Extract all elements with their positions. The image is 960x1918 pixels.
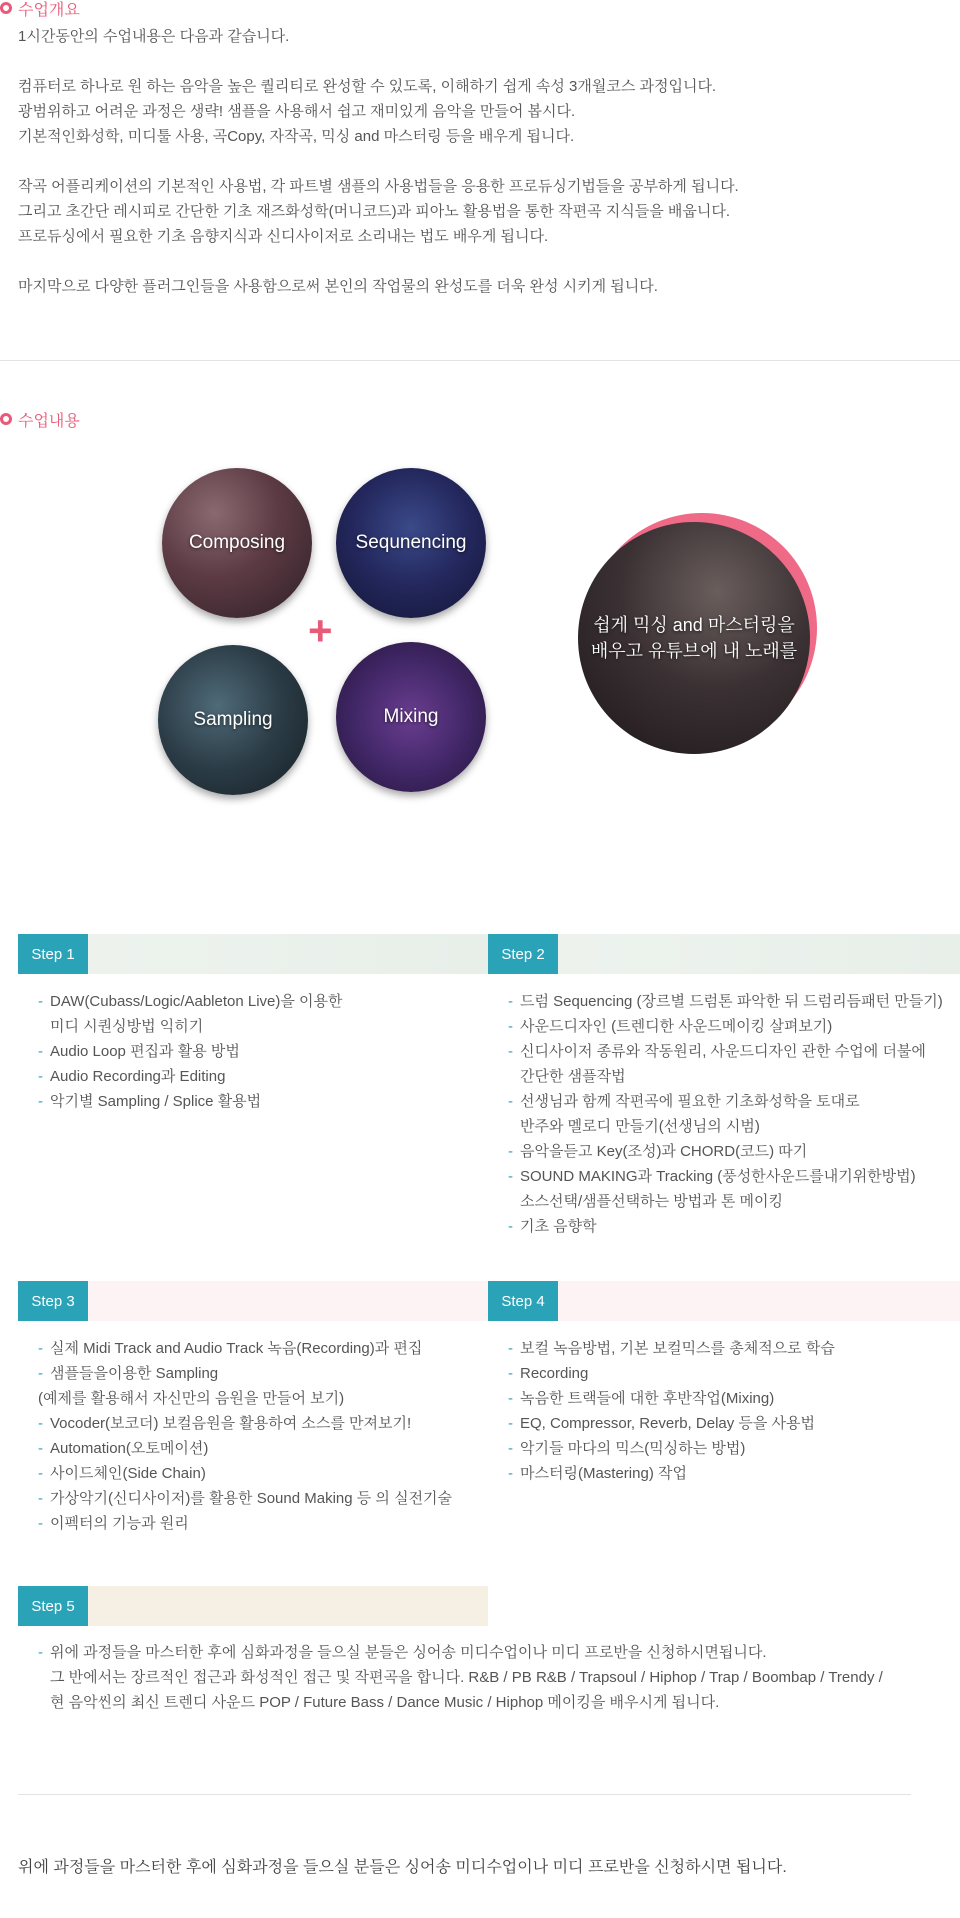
step2-list [508,989,960,1239]
step2-header [488,934,960,974]
list-item: - DAW(Cubass/Logic/Aableton Live)을 이용한 미디 시퀀싱방법 익히기 [38,993,343,1035]
sampling-circle [158,645,308,795]
list-item: - 기초 음향학 [508,1218,597,1235]
ring-bullet-icon [0,2,12,14]
overview-line: 컴퓨터로 하나로 원 하는 음악을 높은 퀄리티로 완성할 수 있도록, 이해하기 쉽게 속성 3개월코스 과정입니다. [18,78,717,95]
overview-line: 광범위하고 어려운 과정은 생략! 샘플을 사용해서 쉽고 재미있게 음악을 만들어 봅시다. [18,103,576,120]
plus-icon: + [308,607,333,654]
list-item: - 사운드디자인 (트렌디한 사운드메이킹 살펴보기) [508,1018,833,1035]
list-item: - 신디사이저 종류와 작동원리, 사운드디자인 관한 수업에 더불에 간단한 샘플작법 [508,1043,926,1085]
list-item: - 가상악기(신디사이저)를 활용한 Sound Making 등 의 실전기술 [38,1490,453,1507]
overview-line [18,49,918,74]
list-item: - Audio Loop 편집과 활용 방법 [38,1043,240,1060]
list-item: - Recording [508,1365,589,1382]
overview-line [18,149,918,174]
step4-header [488,1281,960,1321]
overview-title: 수업개요 [18,1,80,19]
overview-section-title [0,0,80,18]
list-item: - 보컬 녹음방법, 기본 보컬믹스를 총체적으로 학습 [508,1340,835,1357]
list-item: - 악기들 마다의 믹스(믹싱하는 방법) [508,1440,746,1457]
list-item: - 위에 과정들을 마스터한 후에 심화과정을 들으실 분들은 싱어송 미디수업이나 미디 프로반을 신청하시면됩니다. 그 반에서는 장르적인 접근과 화성적인 접근 및 작편곡을 합니다. R&B / PB R&B / Trapsoul / Hiphop / Trap / Boombap / Trendy / 현 음악씬의 최신 트렌디 사운드 POP / Future Bass / Dance Music / Hiphop 메이킹을 배우시게 됩니다. [38,1644,883,1711]
sequencing-circle [336,468,486,618]
overview-line: 1시간동안의 수업내용은 다음과 같습니다. [18,28,290,45]
step5-header [18,1586,488,1626]
step3-header [18,1281,488,1321]
content-section-title [0,409,80,429]
section-divider [0,360,960,361]
step2-tag: Step 2 [488,934,558,974]
sequencing-label: Sequnencing [355,532,467,553]
sampling-label: Sampling [193,709,273,730]
list-item: - 샘플들을이용한 Sampling (예제를 활용해서 자신만의 음원을 만들어 보기) [38,1365,345,1407]
step5-tag: Step 5 [18,1586,88,1626]
list-item: - 음악을듣고 Key(조성)과 CHORD(코드) 따기 [508,1143,808,1160]
big-circle-line: 배우고 유튜브에 내 노래를 [590,641,798,661]
overview-line: 작곡 어플리케이션의 기본적인 사용법, 각 파트별 샘플의 사용법들을 응용한 프로듀싱기법들을 공부하게 됩니다. [18,178,739,195]
overview-line: 마지막으로 다양한 플러그인들을 사용함으로써 본인의 작업물의 완성도를 더욱 완성 시키게 됩니다. [18,278,658,295]
overview-line: 기본적인화성학, 미디툴 사용, 곡Copy, 자작곡, 믹싱 and 마스터링 등을 배우게 됩니다. [18,128,575,145]
list-item: - 사이드체인(Side Chain) [38,1465,206,1482]
list-item: - 드럼 Sequencing (장르별 드럼톤 파악한 뒤 드럼리듬패턴 만들기) [508,993,943,1010]
list-item: - 이펙터의 기능과 원리 [38,1515,189,1532]
content-title: 수업내용 [18,412,80,430]
big-circle-text [591,612,797,664]
list-item: - 악기별 Sampling / Splice 활용법 [38,1093,262,1110]
step1-header [18,934,488,974]
step4-list [508,1336,960,1486]
list-item: - Automation(오토메이션) [38,1440,209,1457]
mixing-mastering-circle [578,522,810,754]
ring-bullet-icon [0,413,12,425]
overview-text [18,24,918,299]
step1-list [38,989,478,1114]
composing-label: Composing [188,532,286,553]
list-item: - Audio Recording과 Editing [38,1068,226,1085]
list-item: - 실제 Midi Track and Audio Track 녹음(Recording)과 편집 [38,1340,423,1357]
list-item: - SOUND MAKING과 Tracking (풍성한사운드를내기위한방법) 소스선택/샘플선택하는 방법과 톤 메이킹 [508,1168,916,1210]
big-circle-line: 쉽게 믹싱 and 마스터링을 [593,615,795,635]
overview-line [18,249,918,274]
overview-line: 프로듀싱에서 필요한 기초 음향지식과 신디사이저로 소리내는 법도 배우게 됩니다. [18,228,549,245]
list-item: - Vocoder(보코더) 보컬음원을 활용하여 소스를 만져보기! [38,1415,412,1432]
footer-divider [18,1794,911,1795]
step1-tag: Step 1 [18,934,88,974]
list-item: - 선생님과 함께 작편곡에 필요한 기초화성학을 토대로 반주와 멜로디 만들기(선생님의 시범) [508,1093,860,1135]
list-item: - 녹음한 트랙들에 대한 후반작업(Mixing) [508,1390,775,1407]
mixing-label: Mixing [383,706,439,727]
footer-note: 위에 과정들을 마스터한 후에 심화과정을 들으실 분들은 싱어송 미디수업이나 미디 프로반을 신청하시면 됩니다. [18,1859,787,1876]
step5-list [38,1640,938,1715]
mixing-circle [336,642,486,792]
step3-tag: Step 3 [18,1281,88,1321]
list-item: - 마스터링(Mastering) 작업 [508,1465,687,1482]
step3-list [38,1336,478,1536]
overview-line: 그리고 초간단 레시피로 간단한 기초 재즈화성학(머니코드)과 피아노 활용법을 통한 작편곡 지식들을 배웁니다. [18,203,731,220]
step4-tag: Step 4 [488,1281,558,1321]
list-item: - EQ, Compressor, Reverb, Delay 등을 사용법 [508,1415,816,1432]
composing-circle [162,468,312,618]
